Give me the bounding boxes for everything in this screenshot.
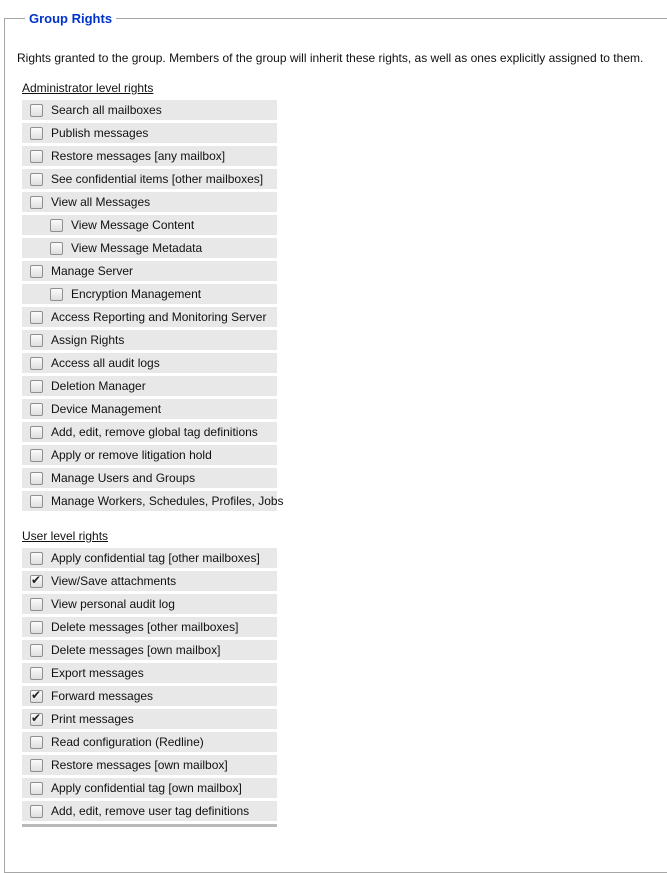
right-row [22,801,277,821]
unchecked-checkbox[interactable] [30,173,43,186]
unchecked-checkbox[interactable] [50,242,63,255]
section-heading: User level rights [22,529,109,543]
right-label: View personal audit log [51,597,175,611]
right-row [22,686,277,706]
right-row [22,640,277,660]
unchecked-checkbox[interactable] [30,449,43,462]
right-label: Search all mailboxes [51,103,162,117]
right-label: Manage Workers, Schedules, Profiles, Jobs [51,494,284,508]
right-row [22,755,277,775]
right-row [22,261,277,281]
group-rights-legend: Group Rights [29,11,113,26]
unchecked-checkbox[interactable] [30,621,43,634]
right-row [22,330,277,350]
unchecked-checkbox[interactable] [30,196,43,209]
unchecked-checkbox[interactable] [50,219,63,232]
right-row [22,192,277,212]
right-label: Delete messages [other mailboxes] [51,620,239,634]
right-label: Restore messages [any mailbox] [51,149,226,163]
right-label: Delete messages [own mailbox] [51,643,221,657]
right-label: Encryption Management [71,287,202,301]
checked-checkbox[interactable] [30,713,43,726]
right-label: Add, edit, remove user tag definitions [51,804,250,818]
right-row [22,307,277,327]
checked-checkbox[interactable] [30,575,43,588]
unchecked-checkbox[interactable] [30,472,43,485]
right-label: Apply confidential tag [other mailboxes] [51,551,260,565]
right-label: Export messages [51,666,144,680]
right-label: Manage Users and Groups [51,471,196,485]
unchecked-checkbox[interactable] [30,311,43,324]
right-row [22,399,277,419]
right-row [22,663,277,683]
right-label: Apply or remove litigation hold [51,448,212,462]
right-row [22,284,277,304]
unchecked-checkbox[interactable] [30,426,43,439]
unchecked-checkbox[interactable] [30,736,43,749]
right-row [22,169,277,189]
right-row [22,709,277,729]
unchecked-checkbox[interactable] [30,644,43,657]
right-label: Read configuration (Redline) [51,735,204,749]
right-label: Add, edit, remove global tag definitions [51,425,258,439]
unchecked-checkbox[interactable] [30,357,43,370]
group-rights-description: Rights granted to the group. Members of the group will inherit these rights, as well as ones explicitly assigned to them. [17,51,644,65]
unchecked-checkbox[interactable] [30,782,43,795]
right-label: Manage Server [51,264,134,278]
right-row [22,376,277,396]
unchecked-checkbox[interactable] [30,104,43,117]
right-row [22,571,277,591]
section-heading: Administrator level rights [22,81,154,95]
right-label: Apply confidential tag [own mailbox] [51,781,242,795]
unchecked-checkbox[interactable] [30,403,43,416]
unchecked-checkbox[interactable] [30,380,43,393]
right-row [22,594,277,614]
unchecked-checkbox[interactable] [30,552,43,565]
partial-row-top-edge [22,824,277,827]
unchecked-checkbox[interactable] [30,805,43,818]
right-label: Print messages [51,712,134,726]
right-label: Access all audit logs [51,356,160,370]
right-row [22,778,277,798]
unchecked-checkbox[interactable] [50,288,63,301]
right-label: See confidential items [other mailboxes] [51,172,264,186]
right-row [22,548,277,568]
unchecked-checkbox[interactable] [30,265,43,278]
right-label: Deletion Manager [51,379,146,393]
unchecked-checkbox[interactable] [30,495,43,508]
right-row [22,215,277,235]
right-row [22,123,277,143]
unchecked-checkbox[interactable] [30,334,43,347]
right-row [22,238,277,258]
right-row [22,422,277,442]
right-row [22,617,277,637]
right-row [22,732,277,752]
rights-sections [17,82,667,827]
unchecked-checkbox[interactable] [30,759,43,772]
right-label: View Message Metadata [71,241,203,255]
unchecked-checkbox[interactable] [30,667,43,680]
right-row [22,146,277,166]
right-row [22,353,277,373]
unchecked-checkbox[interactable] [30,598,43,611]
group-rights-fieldset [4,11,667,873]
right-row [22,468,277,488]
checked-checkbox[interactable] [30,690,43,703]
right-label: Publish messages [51,126,149,140]
right-row [22,445,277,465]
right-label: Forward messages [51,689,154,703]
right-label: Restore messages [own mailbox] [51,758,228,772]
unchecked-checkbox[interactable] [30,150,43,163]
right-label: Access Reporting and Monitoring Server [51,310,267,324]
right-label: View all Messages [51,195,151,209]
unchecked-checkbox[interactable] [30,127,43,140]
right-label: View Message Content [71,218,195,232]
right-label: Assign Rights [51,333,125,347]
right-row [22,100,277,120]
right-row [22,491,284,511]
right-label: View/Save attachments [51,574,177,588]
right-label: Device Management [51,402,162,416]
